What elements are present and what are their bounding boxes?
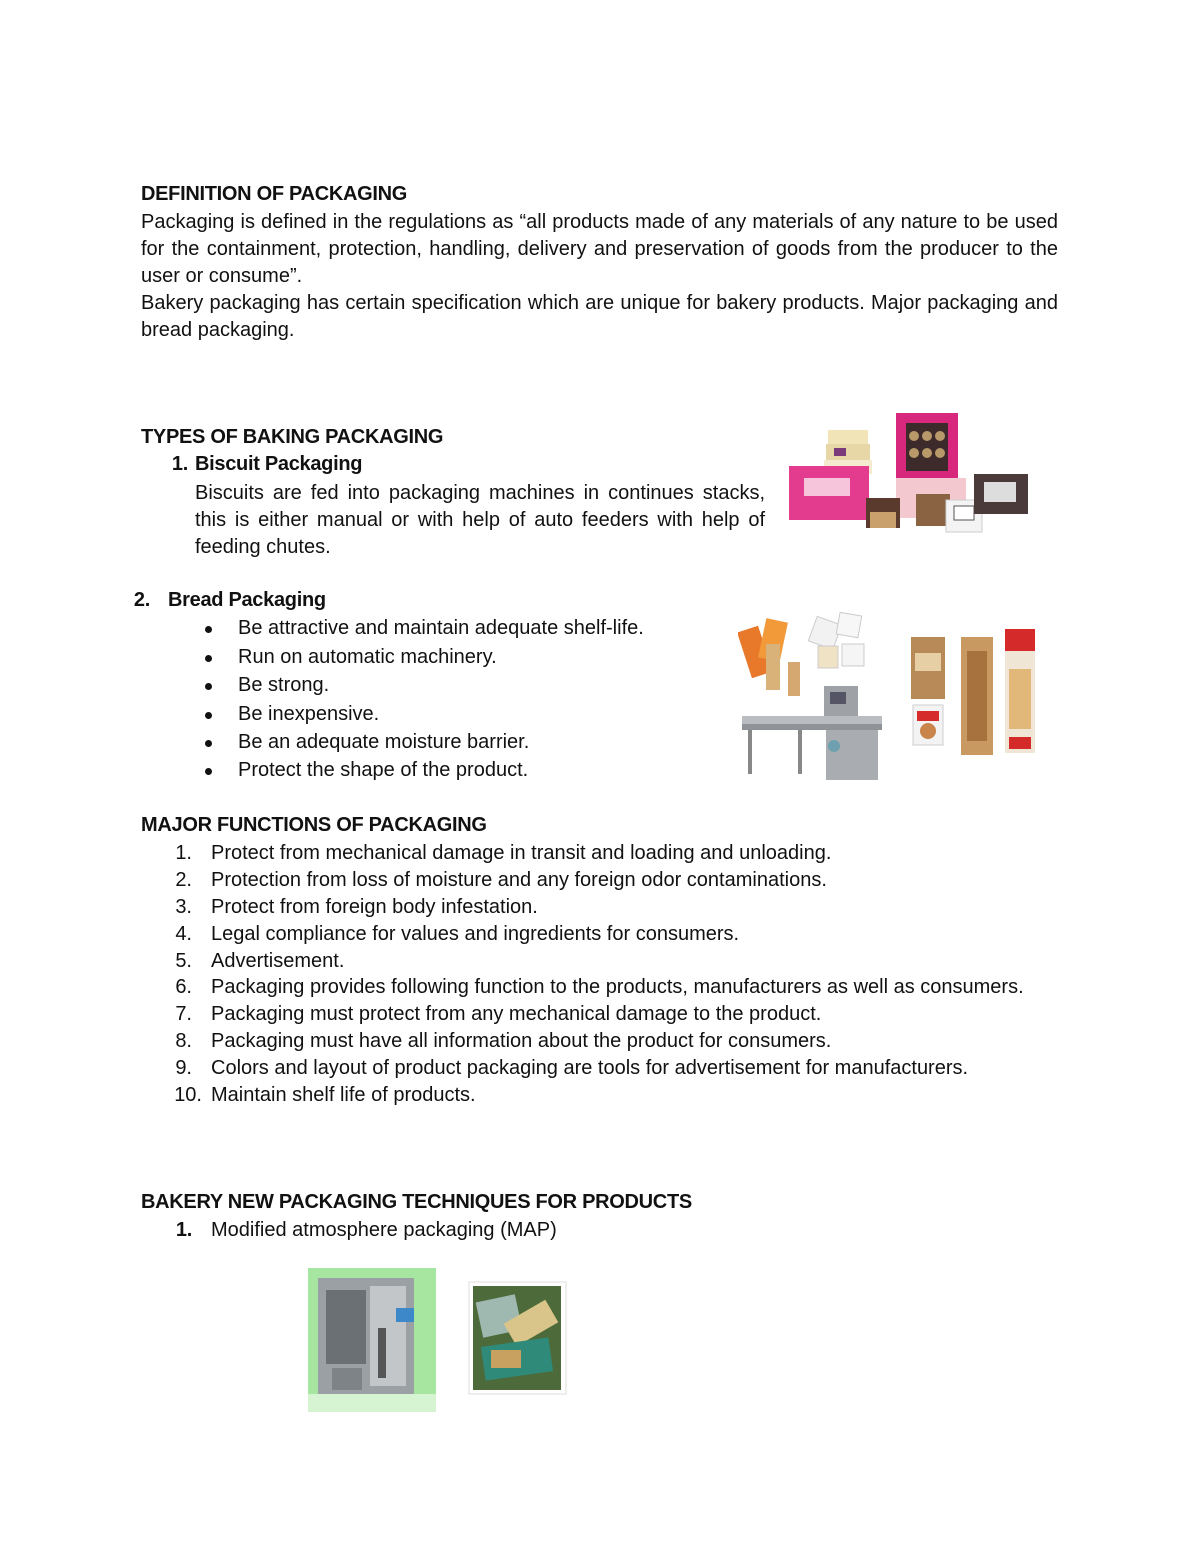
function-item-5: Advertisement. [211, 950, 345, 972]
map-packaging-machine-illustration [308, 1268, 436, 1412]
bread-bags-image [905, 625, 1040, 757]
bread-bags-illustration [905, 625, 1040, 757]
bread-bullet-3: Be strong. [238, 674, 330, 696]
bread-bullet-5: Be an adequate moisture barrier. [238, 731, 530, 753]
bread-bullet-4: Be inexpensive. [238, 703, 380, 725]
function-item-2: Protection from loss of moisture and any foreign odor contaminations. [211, 869, 827, 891]
biscuit-text: Biscuits are fed into packaging machines in continues stacks, this is either manual or with help of auto feeders with help of feeding chutes. [195, 482, 765, 558]
function-item-9: Colors and layout of product packaging are tools for advertisement for manufacturers. [211, 1057, 969, 1079]
map-products-image [467, 1280, 568, 1398]
function-number: 8. [175, 1030, 192, 1052]
technique-item-1: Modified atmosphere packaging (MAP) [211, 1219, 557, 1241]
types-heading: TYPES OF BAKING PACKAGING [141, 426, 444, 448]
function-number: 3. [175, 896, 192, 918]
function-number: 4. [175, 923, 192, 945]
definition-paragraph-1: Packaging is defined in the regulations as “all products made of any materials of any nature to be used for the containment, protection, handling, delivery and preservation of goods from the producer to the user or consume”. [141, 211, 1058, 287]
bread-bullet-1: Be attractive and maintain adequate shelf-life. [238, 617, 644, 639]
definition-heading: DEFINITION OF PACKAGING [141, 183, 408, 205]
bread-number: 2. [133, 589, 150, 611]
bread-bullet-6: Protect the shape of the product. [238, 759, 529, 781]
functions-heading: MAJOR FUNCTIONS OF PACKAGING [141, 814, 487, 836]
function-number: 7. [175, 1003, 192, 1025]
bullet-dot [205, 740, 212, 747]
bread-title: Bread Packaging [168, 589, 326, 611]
function-item-7: Packaging must protect from any mechanical damage to the product. [211, 1003, 822, 1025]
function-item-10: Maintain shelf life of products. [211, 1084, 476, 1106]
biscuit-title: Biscuit Packaging [195, 453, 363, 475]
function-item-1: Protect from mechanical damage in transit and loading and unloading. [211, 842, 832, 864]
bullet-dot [205, 683, 212, 690]
biscuit-boxes-illustration [786, 408, 1034, 540]
techniques-heading: BAKERY NEW PACKAGING TECHNIQUES FOR PRODUCTS [141, 1191, 692, 1213]
bullet-dot [205, 712, 212, 719]
function-item-3: Protect from foreign body infestation. [211, 896, 538, 918]
flow-wrap-machine-illustration [738, 612, 888, 784]
function-number: 1. [175, 842, 192, 864]
function-item-8: Packaging must have all information about the product for consumers. [211, 1030, 832, 1052]
biscuit-number: 1. [171, 453, 188, 475]
function-number: 6. [175, 976, 192, 998]
bullet-dot [205, 626, 212, 633]
map-machine-image [308, 1268, 436, 1412]
bread-bullet-2: Run on automatic machinery. [238, 646, 497, 668]
map-products-illustration [467, 1280, 568, 1398]
function-item-6: Packaging provides following function to the products, manufacturers as well as consumers. [211, 976, 1024, 998]
biscuit-packaging-image [786, 408, 1034, 540]
bullet-dot [205, 655, 212, 662]
technique-number: 1. [175, 1219, 192, 1241]
bread-wrapping-machine-image [738, 612, 888, 784]
definition-paragraph-2: Bakery packaging has certain specification which are unique for bakery products. Major packaging and bread packaging. [141, 292, 1058, 341]
function-number: 10. [174, 1084, 202, 1106]
function-number: 5. [175, 950, 192, 972]
function-number: 2. [175, 869, 192, 891]
function-item-4: Legal compliance for values and ingredients for consumers. [211, 923, 740, 945]
function-number: 9. [175, 1057, 192, 1079]
bullet-dot [205, 768, 212, 775]
